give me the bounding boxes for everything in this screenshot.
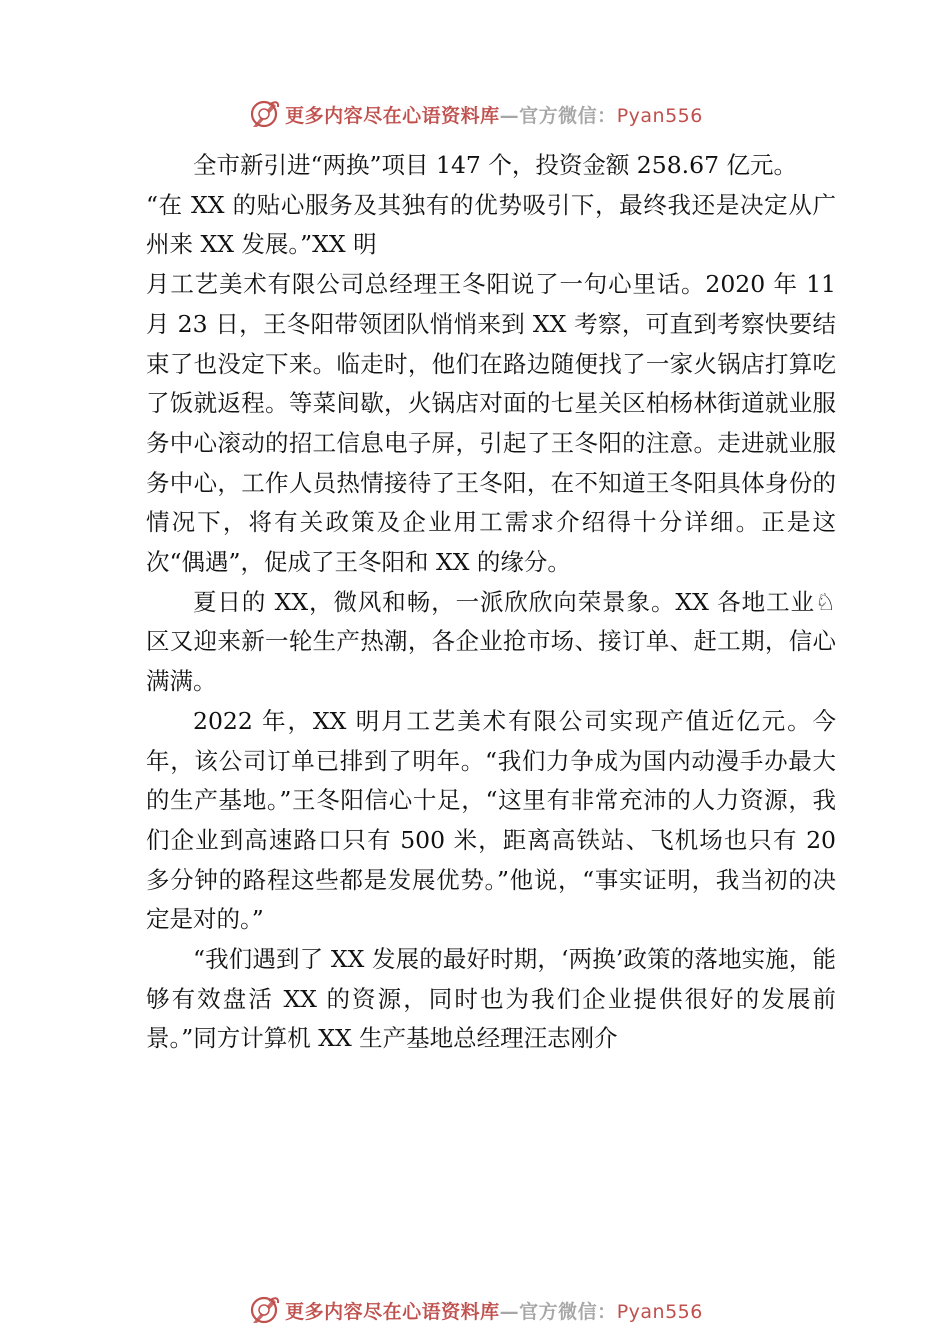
footer-banner-wechat: Pyan556 [616, 1300, 703, 1323]
paragraph: 2022 年，XX 明月工艺美术有限公司实现产值近亿元。今年，该公司订单已排到了明年。“我们力争成为国内动漫手办最大的生产基地。”王冬阳信心十足，“这里有非常充沛的人力资源，我们企业到高速路口只有 500 米，距离高铁站、飞机场也只有 20 多分钟的路程这些都是发展优势。”他说，“事实证明，我当初的决定是对的。” [146, 706, 836, 934]
quill-logo-icon [247, 97, 281, 131]
paragraph: 全市新引进“两换”项目 147 个，投资金额 258.67 亿元。 [193, 151, 797, 179]
paragraph: 月工艺美术有限公司总经理王冬阳说了一句心里话。2020 年 11 月 23 日，王冬阳带领团队悄悄来到 XX 考察，可直到考察快要结束了也没定下来。临走时，他们在路边随便找了一家火锅店打算吃了饭就返程。等菜间歇，火锅店对面的七星关区柏杨林街道就业服务中心滚动的招工信息电子屏，引起了王冬阳的注意。走进就业服务中心，工作人员热情接待了王冬阳，在不知道王冬阳具体身份的情况下，将有关政策及企业用工需求介绍得十分详细。正是这次“偶遇”，促成了王冬阳和 XX 的缘分。 [146, 270, 836, 577]
header-banner-wechat: Pyan556 [616, 104, 703, 127]
quill-logo-icon [247, 1293, 281, 1327]
footer-banner-text: 更多内容尽在心语资料库 [285, 1300, 500, 1323]
document-body [146, 146, 836, 1059]
footer-banner-dash: —官方微信： [499, 1300, 617, 1323]
paragraph: “我们遇到了 XX 发展的最好时期，‘两换’政策的落地实施，能够有效盘活 XX 的资源，同时也为我们企业提供很好的发展前景。”同方计算机 XX 生产基地总经理汪志刚介 [146, 945, 836, 1053]
paragraph: “在 XX 的贴心服务及其独有的优势吸引下，最终我还是决定从广州来 XX 发展。”XX 明 [146, 190, 836, 259]
header-banner-dash: —官方微信： [499, 104, 617, 127]
header-banner [0, 94, 950, 134]
footer-banner-label [285, 1297, 703, 1324]
paragraph: 夏日的 XX，微风和畅，一派欣欣向荣景象。XX 各地工业♘区又迎来新一轮生产热潮，各企业抢市场、接订单、赶工期，信心满满。 [146, 587, 836, 696]
footer-banner [0, 1290, 950, 1330]
header-banner-text: 更多内容尽在心语资料库 [285, 104, 500, 127]
header-banner-label [285, 101, 703, 128]
